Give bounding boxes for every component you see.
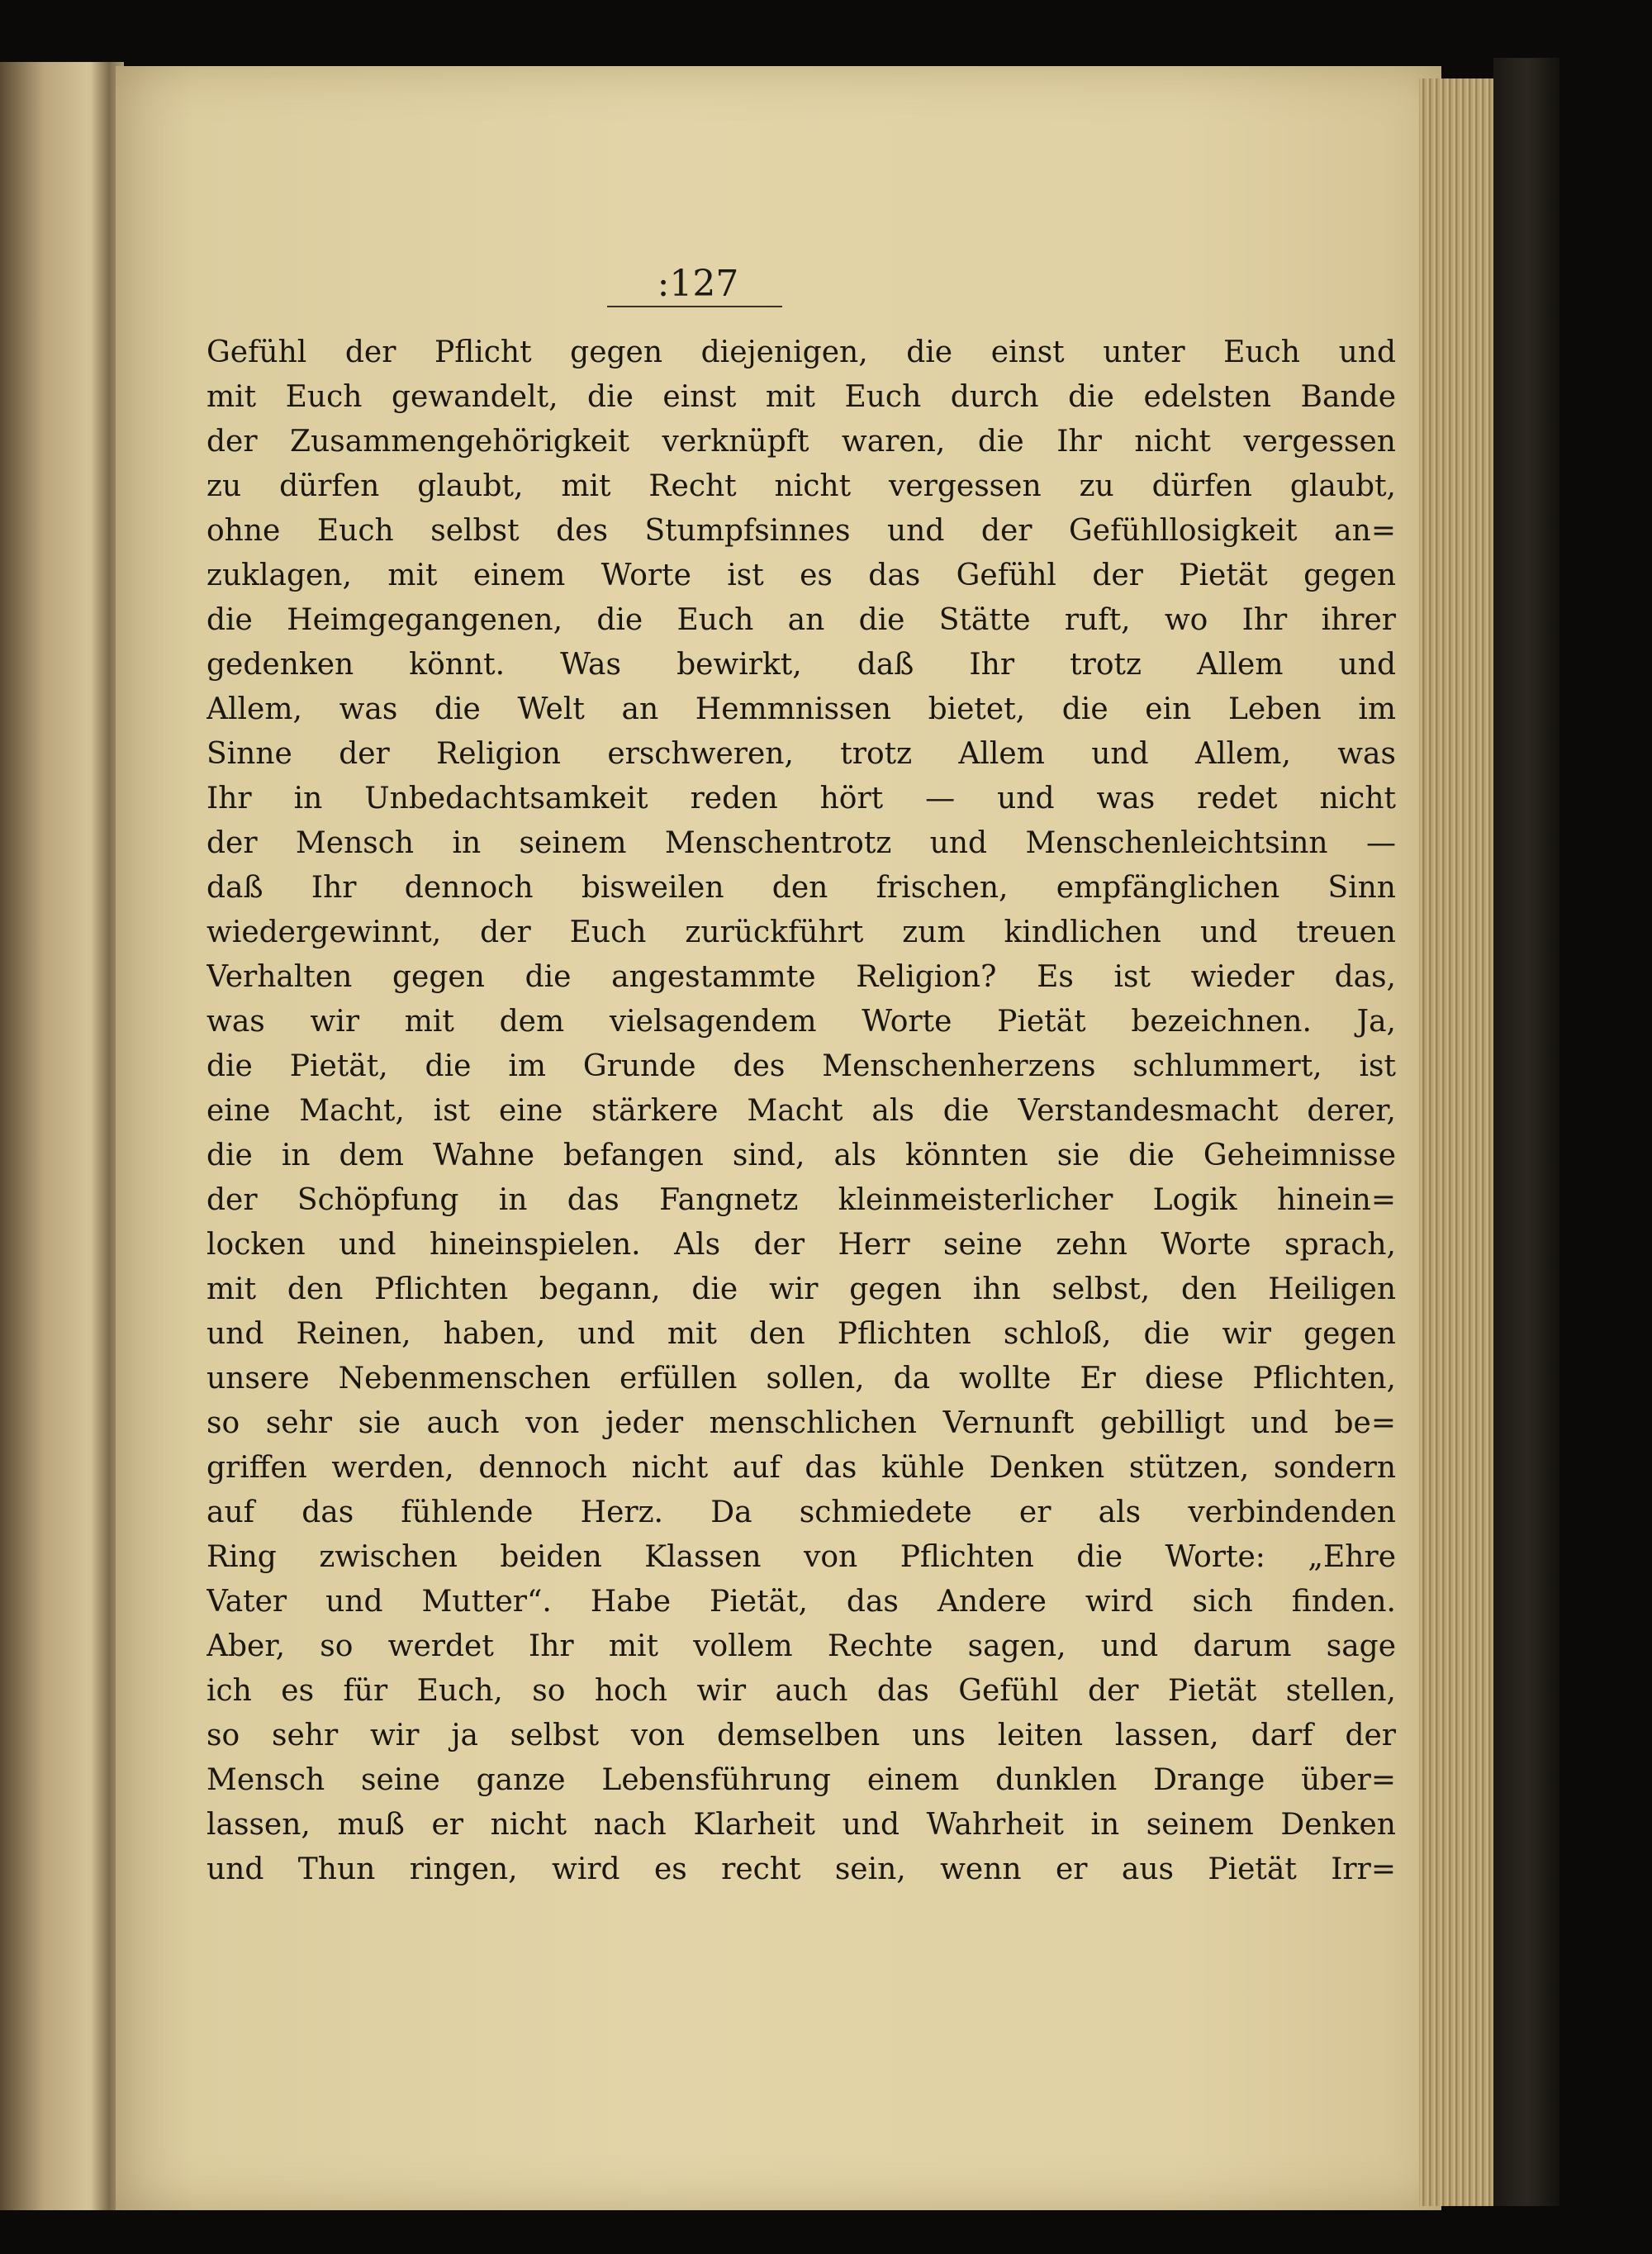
text-line: Ring zwischen beiden Klassen von Pflichten die Worte: „Ehre <box>206 1540 1396 1574</box>
text-line: zu dürfen glaubt, mit Recht nicht vergessen zu dürfen glaubt, <box>206 469 1396 503</box>
text-line: mit Euch gewandelt, die einst mit Euch durch die edelsten Bande <box>206 380 1396 414</box>
text-line: mit den Pflichten begann, die wir gegen ihn selbst, den Heiligen <box>206 1272 1396 1306</box>
text-line: zuklagen, mit einem Worte ist es das Gefühl der Pietät gegen <box>206 559 1396 592</box>
text-line: wiedergewinnt, der Euch zurückführt zum kindlichen und treuen <box>206 915 1396 949</box>
body-text <box>206 330 1396 1892</box>
text-line: gedenken könnt. Was bewirkt, daß Ihr trotz Allem und <box>206 648 1396 682</box>
text-line: unsere Nebenmenschen erfüllen sollen, da wollte Er diese Pflichten, <box>206 1362 1396 1396</box>
text-line: Ihr in Unbedachtsamkeit reden hört — und was redet nicht <box>206 782 1396 816</box>
text-line: so sehr wir ja selbst von demselben uns leiten lassen, darf der <box>206 1719 1396 1752</box>
text-line: Aber, so werdet Ihr mit vollem Rechte sagen, und darum sage <box>206 1629 1396 1663</box>
page-stack-edges <box>1419 78 1496 2206</box>
text-line: Gefühl der Pflicht gegen diejenigen, die einst unter Euch und <box>206 335 1396 369</box>
text-line: daß Ihr dennoch bisweilen den frischen, empfänglichen Sinn <box>206 871 1396 905</box>
text-line: Allem, was die Welt an Hemmnissen bietet, die ein Leben im <box>206 692 1396 726</box>
text-line: ohne Euch selbst des Stumpfsinnes und der Gefühllosigkeit an= <box>206 514 1396 548</box>
text-line: lassen, muß er nicht nach Klarheit und Wahrheit in seinem Denken <box>206 1808 1396 1842</box>
text-line: und Thun ringen, wird es recht sein, wenn er aus Pietät Irr= <box>206 1852 1396 1886</box>
text-line: der Schöpfung in das Fangnetz kleinmeisterlicher Logik hinein= <box>206 1183 1396 1217</box>
text-line: Verhalten gegen die angestammte Religion? Es ist wieder das, <box>206 960 1396 994</box>
text-line: der Zusammengehörigkeit verknüpft waren, die Ihr nicht vergessen <box>206 425 1396 459</box>
book-cover-edge <box>1493 58 1559 2206</box>
text-line: so sehr sie auch von jeder menschlichen Vernunft gebilligt und be= <box>206 1406 1396 1440</box>
text-line: was wir mit dem vielsagendem Worte Pietät bezeichnen. Ja, <box>206 1005 1396 1039</box>
text-line: Sinne der Religion erschweren, trotz Allem und Allem, was <box>206 737 1396 771</box>
header-rule <box>607 306 782 307</box>
text-line: locken und hineinspielen. Als der Herr seine zehn Worte sprach, <box>206 1228 1396 1262</box>
text-line: die Pietät, die im Grunde des Menschenherzens schlummert, ist <box>206 1049 1396 1083</box>
text-line: ich es für Euch, so hoch wir auch das Gefühl der Pietät stellen, <box>206 1674 1396 1708</box>
text-line: griffen werden, dennoch nicht auf das kühle Denken stützen, sondern <box>206 1451 1396 1485</box>
text-line: der Mensch in seinem Menschentrotz und Menschenleichtsinn — <box>206 826 1396 860</box>
text-line: die Heimgegangenen, die Euch an die Stätte ruft, wo Ihr ihrer <box>206 603 1396 637</box>
text-line: Mensch seine ganze Lebensführung einem dunklen Drange über= <box>206 1763 1396 1797</box>
text-line: auf das fühlende Herz. Da schmiedete er als verbindenden <box>206 1496 1396 1529</box>
text-line: und Reinen, haben, und mit den Pflichten schloß, die wir gegen <box>206 1317 1396 1351</box>
text-line: die in dem Wahne befangen sind, als könnten sie die Geheimnisse <box>206 1139 1396 1172</box>
text-line: Vater und Mutter“. Habe Pietät, das Andere wird sich finden. <box>206 1585 1396 1619</box>
text-line: eine Macht, ist eine stärkere Macht als die Verstandesmacht derer, <box>206 1094 1396 1128</box>
page-number: :127 <box>657 263 739 305</box>
